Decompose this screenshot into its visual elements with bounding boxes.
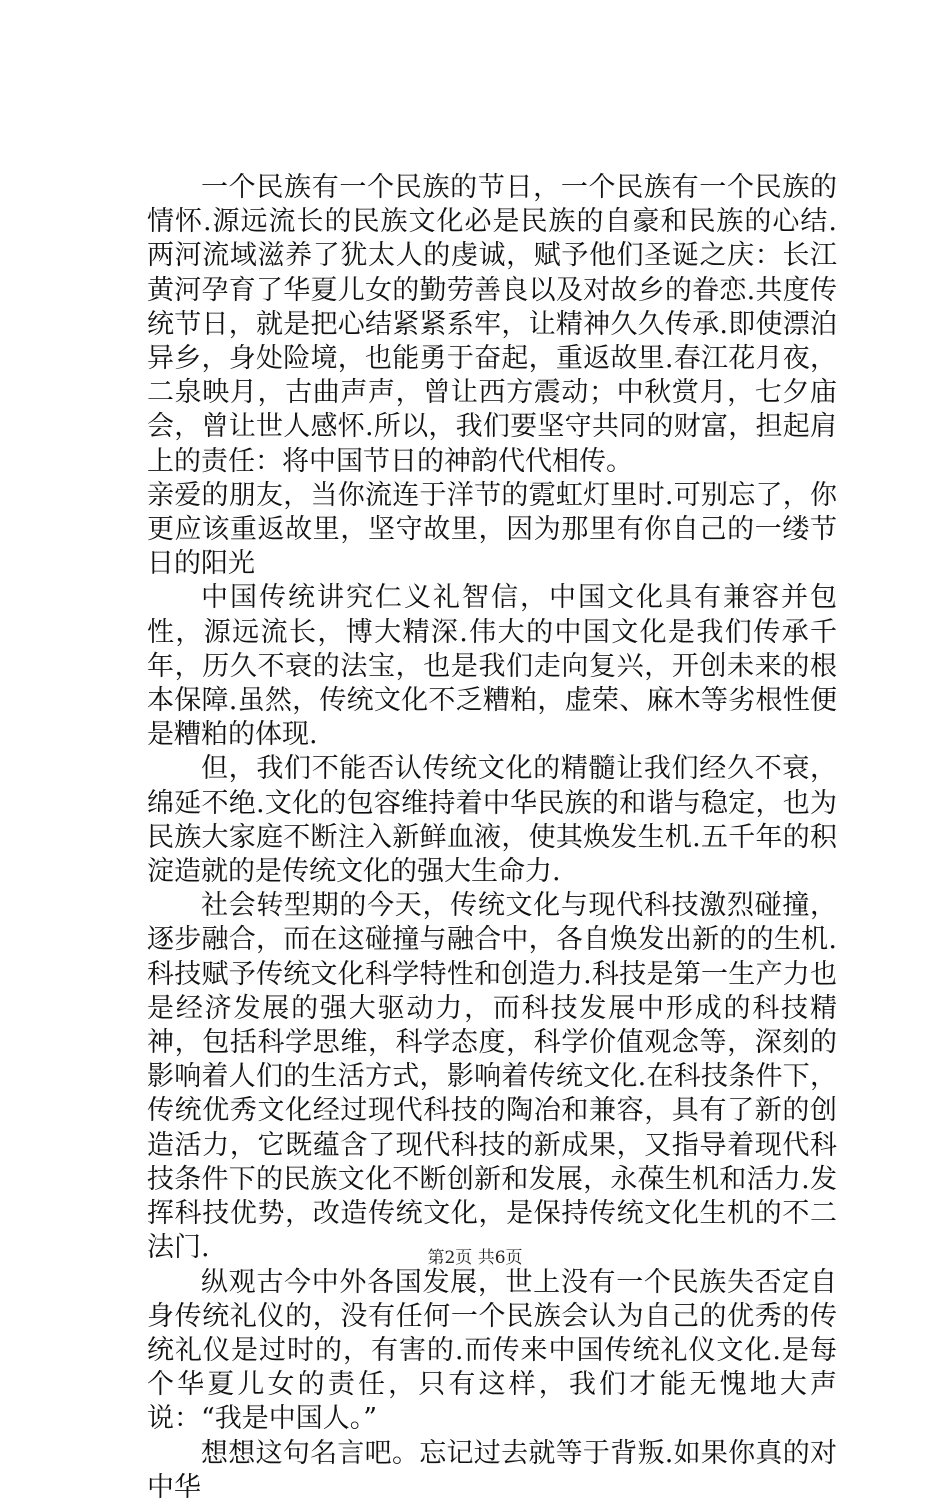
paragraph: 亲爱的朋友，当你流连于洋节的霓虹灯里时.可别忘了，你更应该重返故里，坚守故里，因为那里有你自己的一缕节日的阳光: [147, 479, 837, 580]
paragraph: 社会转型期的今天，传统文化与现代科技激烈碰撞，逐步融合，而在这碰撞与融合中，各自焕发出新的的生机.科技赋予传统文化科学特性和创造力.科技是第一生产力也是经济发展的强大驱动力，而科技发展中形成的科技精神，包括科学思维，科学态度，科学价值观念等，深刻的影响着人们的生活方式，影响着传统文化.在科技条件下，传统优秀文化经过现代科技的陶冶和兼容，具有了新的创造活力，它既蕴含了现代科技的新成果，又指导着现代科技条件下的民族文化不断创新和发展，永葆生机和活力.发挥科技优势，改造传统文化，是保持传统文化生机的不二法门.: [147, 890, 837, 1264]
body-text: [147, 171, 837, 1505]
paragraph: 想想这句名言吧。忘记过去就等于背叛.如果你真的对中华: [147, 1437, 837, 1503]
paragraph: 中国传统讲究仁义礼智信，中国文化具有兼容并包性，源远流长，博大精深.伟大的中国文化是我们传承千年，历久不衰的法宝，也是我们走向复兴，开创未来的根本保障.虽然，传统文化不乏糟粕，虚荣、麻木等劣根性便是糟粕的体现.: [147, 582, 837, 751]
paragraph: 一个民族有一个民族的节日，一个民族有一个民族的情怀.源远流长的民族文化必是民族的自豪和民族的心结.两河流域滋养了犹太人的虔诚，赋予他们圣诞之庆：长江黄河孕育了华夏儿女的勤劳善良以及对故乡的眷恋.共度传统节日，就是把心结紧紧系牢，让精神久久传承.即使漂泊异乡，身处险境，也能勇于奋起，重返故里.春江花月夜，二泉映月，古曲声声，曾让西方震动；中秋赏月，七夕庙会，曾让世人感怀.所以，我们要坚守共同的财富，担起肩上的责任：将中国节日的神韵代代相传。: [147, 172, 837, 477]
page-footer: 第2页 共6页: [427, 1248, 523, 1268]
paragraph: 但，我们不能否认传统文化的精髓让我们经久不衰，绵延不绝.文化的包容维持着中华民族的和谐与稳定，也为民族大家庭不断注入新鲜血液，使其焕发生机.五千年的积淀造就的是传统文化的强大生命力.: [147, 753, 837, 888]
paragraph: 纵观古今中外各国发展，世上没有一个民族失否定自身传统礼仪的，没有任何一个民族会认为自己的优秀的传统礼仪是过时的，有害的.而传来中国传统礼仪文化.是每个华夏儿女的责任，只有这样，我们才能无愧地大声说：“我是中国人。”: [147, 1266, 837, 1435]
